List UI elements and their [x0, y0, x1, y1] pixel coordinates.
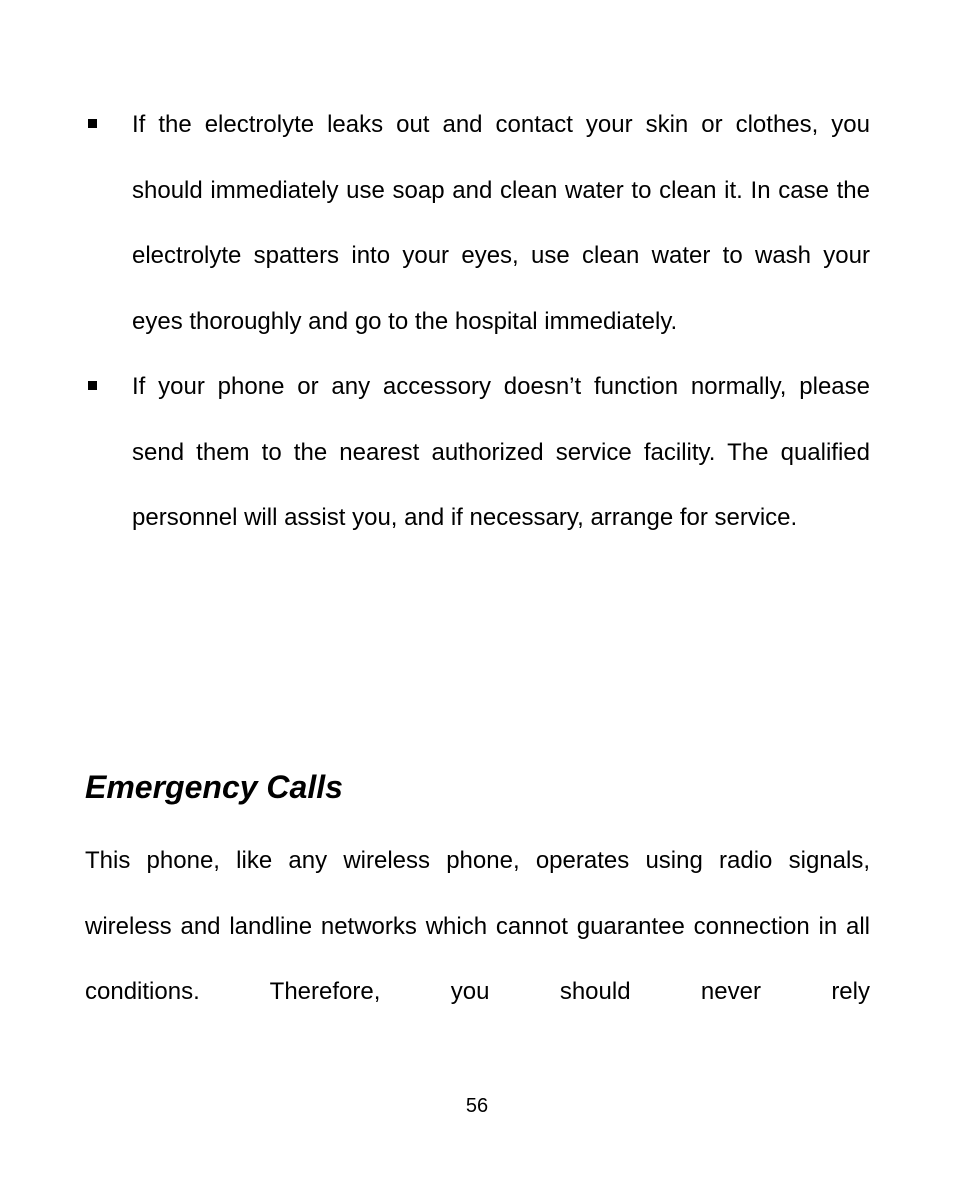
section-heading-emergency-calls: Emergency Calls [85, 769, 343, 805]
page-number: 56 [465, 1095, 489, 1117]
square-bullet-icon [88, 119, 97, 128]
bullet-text: If your phone or any accessory doesn’t function normally, please send them to the nearest authorized service facility. The qualified personnel will assist you, and if necessary, arrange for service. [132, 373, 870, 531]
bullet-item-electrolyte [85, 92, 870, 354]
emergency-calls-paragraph: This phone, like any wireless phone, operates using radio signals, wireless and landline networks which cannot guarantee connection in all conditions. Therefore, you should never rely [85, 847, 870, 1005]
bullet-item-accessory [85, 354, 870, 551]
safety-bullet-list [85, 92, 870, 551]
bullet-text: If the electrolyte leaks out and contact your skin or clothes, you should immediately use soap and clean water to clean it. In case the electrolyte spatters into your eyes, use clean water to wash your eyes thoroughly and go to the hospital immediately. [132, 111, 870, 335]
square-bullet-icon [88, 381, 97, 390]
